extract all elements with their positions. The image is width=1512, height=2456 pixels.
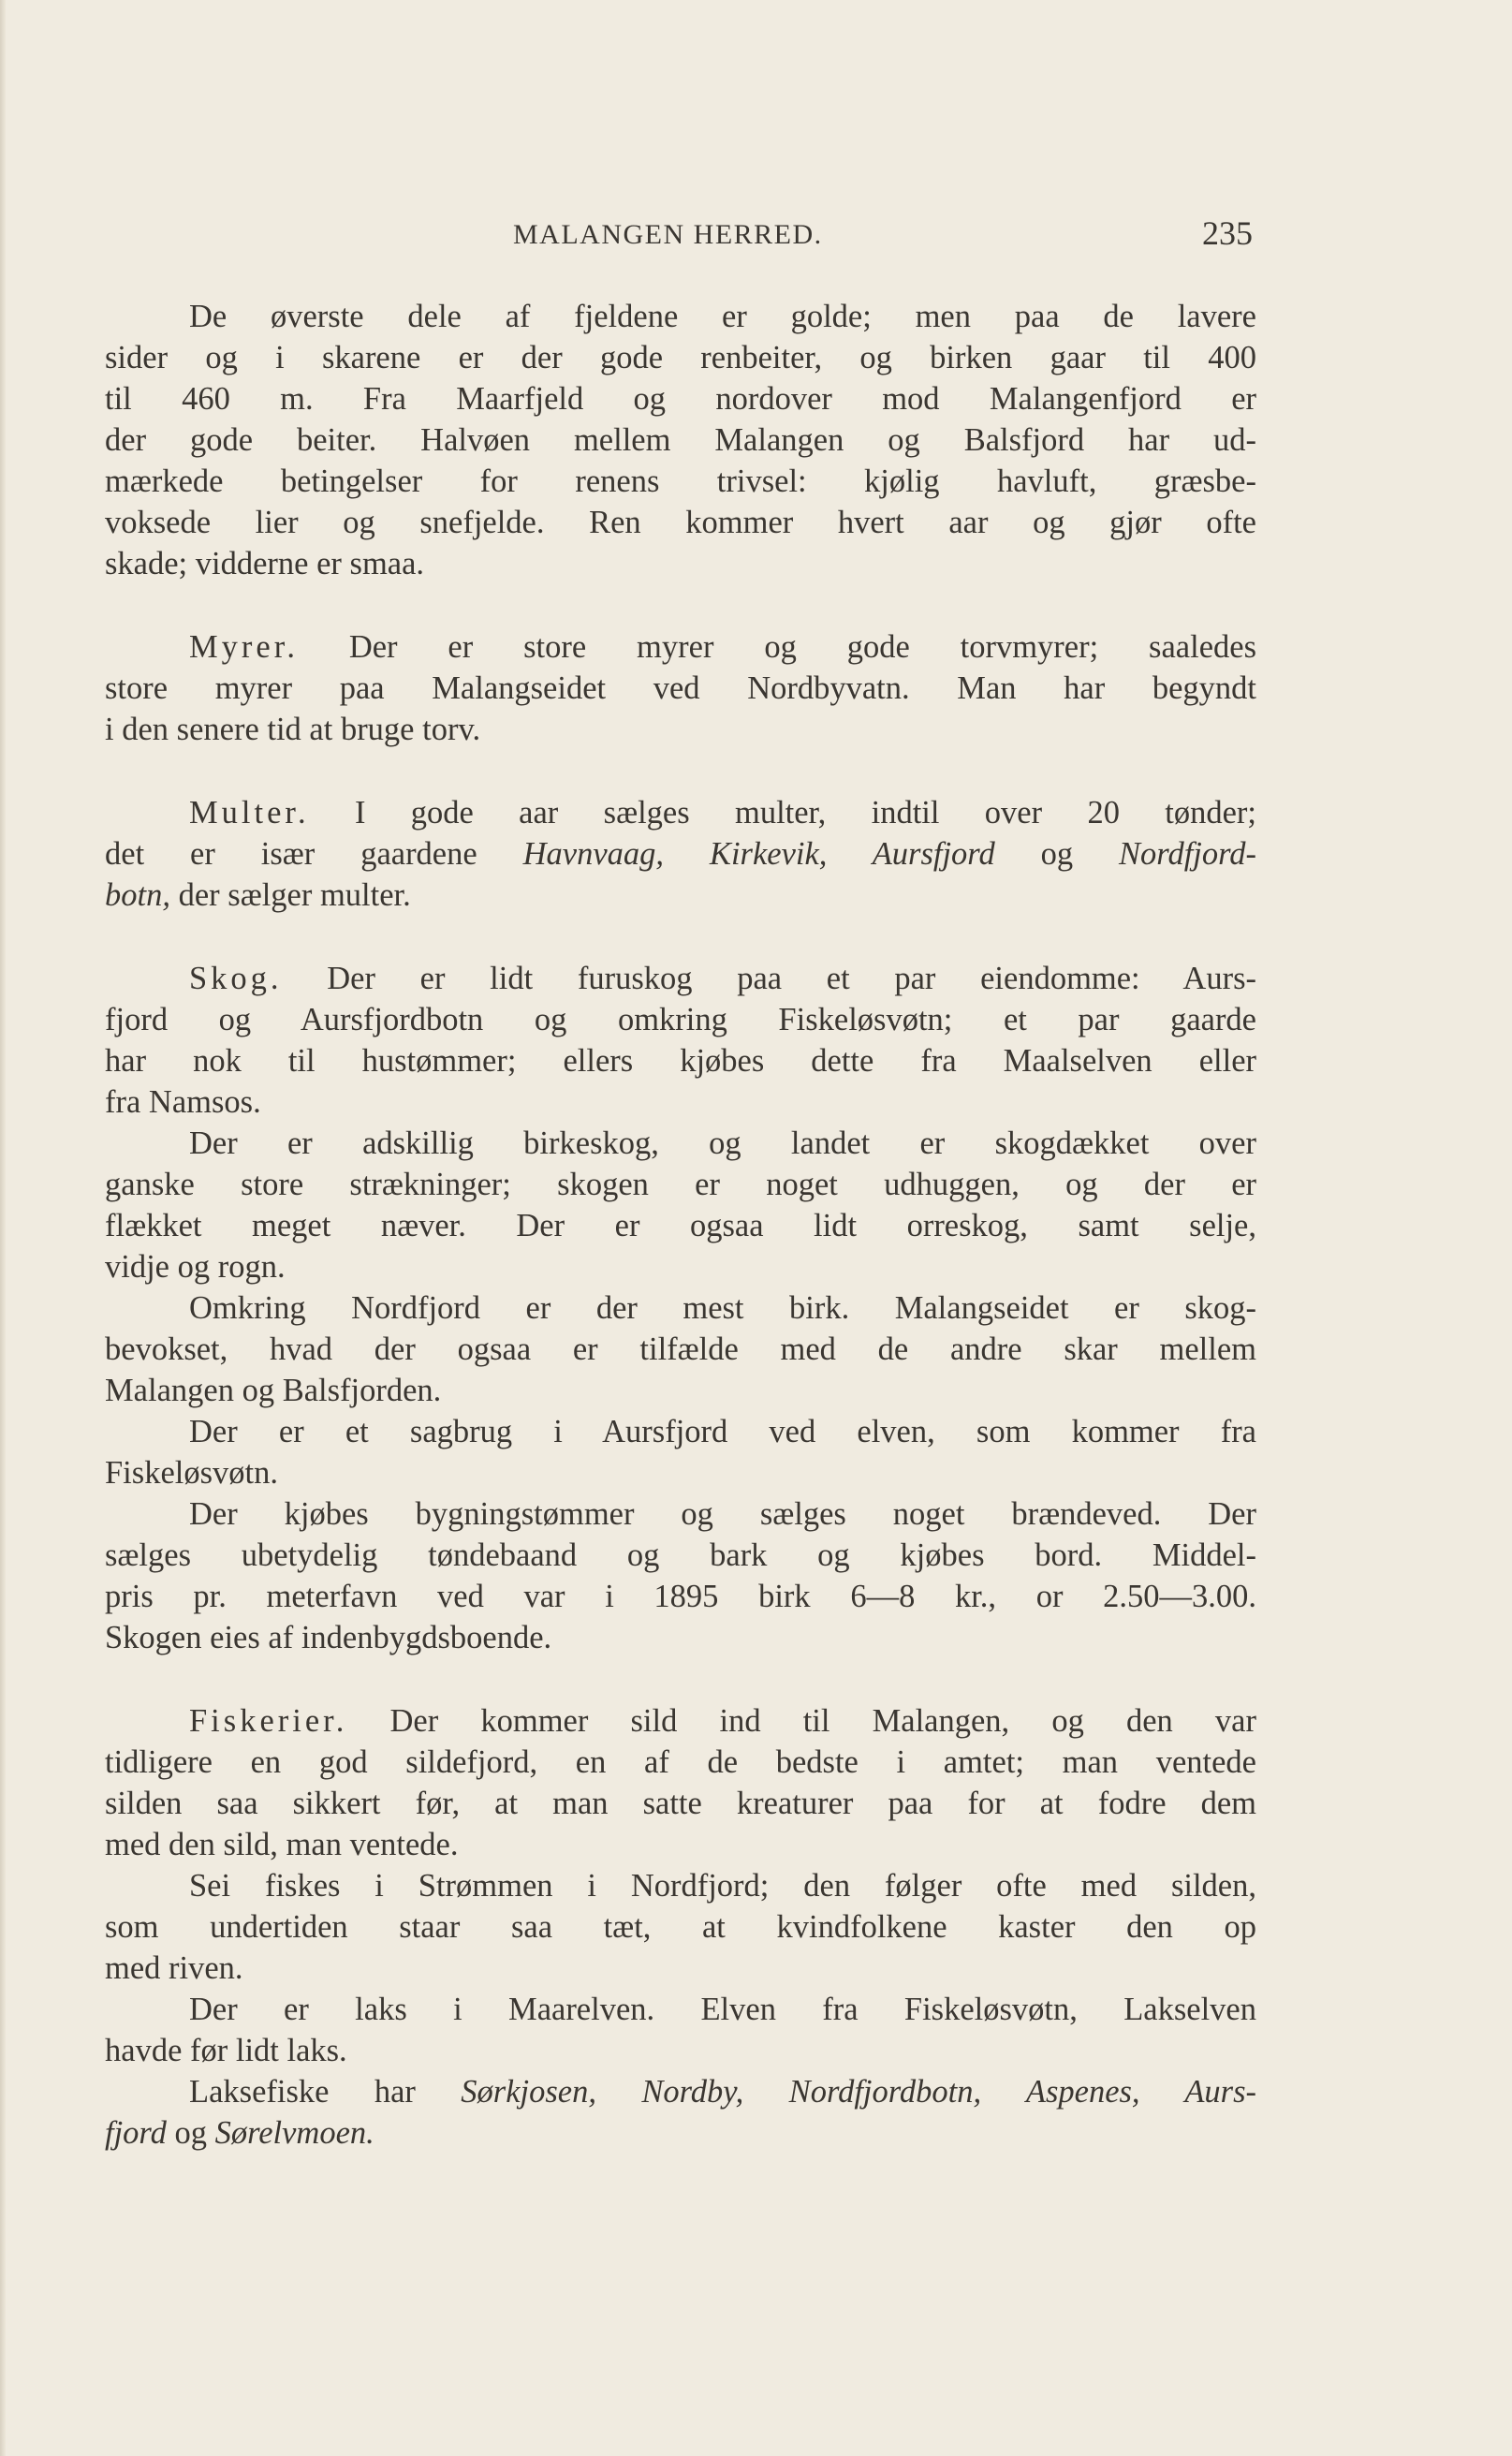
text-run: store myrer paa Malangseidet ved Nordbyvatn. Man har begyndt (105, 670, 1256, 706)
text-line (105, 1123, 1256, 1164)
text-line (105, 709, 1256, 750)
italic-name: botn, (105, 877, 170, 913)
text-run: I gode aar sælges multer, indtil over 20 tønder; (309, 795, 1256, 831)
text-run: der sælger multer. (169, 877, 411, 913)
text-line (105, 1452, 1256, 1493)
text-run: Laksefiske har (189, 2074, 462, 2110)
text-run: skade; vidderne er smaa. (105, 546, 425, 581)
text-run: flækket meget næver. Der er ogsaa lidt orreskog, samt selje, (105, 1208, 1256, 1243)
section-heading: Fiskerier. (189, 1703, 348, 1739)
section-heading: Multer. (189, 795, 310, 831)
text-line (105, 1617, 1256, 1658)
text-line (105, 1700, 1256, 1742)
section-heading: Skog. (189, 961, 283, 996)
text-line (105, 1906, 1256, 1948)
text-run: pris pr. meterfavn ved var i 1895 birk 6—8 kr., or 2.50—3.00. (105, 1579, 1256, 1614)
text-line (105, 1329, 1256, 1370)
text-run: i den senere tid at bruge torv. (105, 712, 481, 747)
text-run: Fiskeløsvøtn. (105, 1455, 278, 1491)
text-line (105, 296, 1256, 337)
text-line (105, 1287, 1256, 1329)
text-line (105, 1040, 1256, 1081)
text-run: Omkring Nordfjord er der mest birk. Malangseidet er skog- (189, 1290, 1256, 1326)
text-run: det er især gaardene (105, 836, 523, 872)
text-run: og (994, 836, 1120, 872)
text-line (105, 1576, 1256, 1617)
text-run: med riven. (105, 1950, 243, 1986)
text-run: silden saa sikkert før, at man satte kreaturer paa for at fodre dem (105, 1786, 1256, 1821)
text-run: ganske store strækninger; skogen er noget udhuggen, og der er (105, 1167, 1256, 1202)
text-line (105, 419, 1256, 461)
text-run: sælges ubetydelig tøndebaand og bark og kjøbes bord. Middel- (105, 1537, 1256, 1573)
text-line (105, 1164, 1256, 1205)
running-title: MALANGEN HERRED. (513, 219, 823, 250)
text-line (105, 378, 1256, 419)
text-run: der gode beiter. Halvøen mellem Malangen og Balsfjord har ud- (105, 422, 1256, 458)
text-run: voksede lier og snefjelde. Ren kommer hvert aar og gjør ofte (105, 505, 1256, 540)
page-edge (0, 0, 6, 2456)
text-line (105, 999, 1256, 1040)
text-line (105, 337, 1256, 378)
text-run: sider og i skarene er der gode renbeiter, og birken gaar til 400 (105, 340, 1256, 375)
text-run: Der er lidt furuskog paa et par eiendomme: Aurs- (282, 961, 1256, 996)
text-run: og (166, 2115, 215, 2151)
text-run: Sei fiskes i Strømmen i Nordfjord; den følger ofte med silden, (189, 1868, 1256, 1904)
italic-name: Nordfjord- (1119, 836, 1256, 872)
text-line (105, 1865, 1256, 1906)
italic-name: Havnvaag, Kirkevik, Aursfjord (522, 836, 995, 872)
text-line (105, 1205, 1256, 1246)
text-run: fjord og Aursfjordbotn og omkring Fiskeløsvøtn; et par gaarde (105, 1002, 1256, 1037)
text-run: har nok til hustømmer; ellers kjøbes dette fra Maalselven eller (105, 1043, 1256, 1079)
text-run: Der er laks i Maarelven. Elven fra Fiskeløsvøtn, Lakselven (189, 1992, 1256, 2027)
section-heading: Myrer. (189, 629, 299, 665)
text-run: Malangen og Balsfjorden. (105, 1373, 442, 1408)
text-line (105, 1246, 1256, 1287)
text-line (105, 1783, 1256, 1824)
text-line (105, 1370, 1256, 1411)
text-line (105, 461, 1256, 502)
text-line (105, 668, 1256, 709)
page-number: 235 (1202, 214, 1253, 252)
text-run: Der er store myrer og gode torvmyrer; saaledes (298, 629, 1256, 665)
text-line (105, 2030, 1256, 2071)
text-line (105, 2112, 1256, 2154)
text-run: Der kjøbes bygningstømmer og sælges noget brændeved. Der (189, 1496, 1256, 1532)
text-line (105, 1824, 1256, 1865)
text-line (105, 1989, 1256, 2030)
text-line (105, 1081, 1256, 1123)
text-line (105, 502, 1256, 543)
text-run: Der er et sagbrug i Aursfjord ved elven, som kommer fra (189, 1414, 1256, 1449)
text-line (105, 792, 1256, 833)
text-run: tidligere en god sildefjord, en af de bedste i amtet; man ventede (105, 1744, 1256, 1780)
text-line (105, 2071, 1256, 2112)
text-line (105, 1742, 1256, 1783)
text-line (105, 958, 1256, 999)
text-run: havde før lidt laks. (105, 2033, 347, 2068)
page-header (105, 212, 1253, 258)
text-line (105, 875, 1256, 916)
text-line (105, 1535, 1256, 1576)
text-run: til 460 m. Fra Maarfjeld og nordover mod Malangenfjord er (105, 381, 1256, 417)
text-run: Der kommer sild ind til Malangen, og den var (347, 1703, 1256, 1739)
text-run: Der er adskillig birkeskog, og landet er skogdækket over (189, 1125, 1256, 1161)
italic-name: fjord (105, 2115, 167, 2151)
text-run: vidje og rogn. (105, 1249, 286, 1285)
text-run: fra Namsos. (105, 1084, 261, 1120)
text-line (105, 833, 1256, 875)
text-run: med den sild, man ventede. (105, 1827, 459, 1862)
text-line (105, 1411, 1256, 1452)
text-line (105, 1493, 1256, 1535)
text-run: De øverste dele af fjeldene er golde; men paa de lavere (189, 299, 1256, 334)
italic-name: Sørkjosen, Nordby, Nordfjordbotn, Aspenes, Aurs- (461, 2074, 1256, 2110)
text-line (105, 1948, 1256, 1989)
text-run: som undertiden staar saa tæt, at kvindfolkene kaster den op (105, 1909, 1256, 1945)
text-run: bevokset, hvad der ogsaa er tilfælde med de andre skar mellem (105, 1331, 1256, 1367)
text-run: Skogen eies af indenbygdsboende. (105, 1620, 552, 1655)
text-run: mærkede betingelser for renens trivsel: kjølig havluft, græsbe- (105, 463, 1256, 499)
italic-name: Sørelvmoen. (214, 2115, 374, 2151)
text-line (105, 626, 1256, 668)
text-line (105, 543, 1256, 584)
